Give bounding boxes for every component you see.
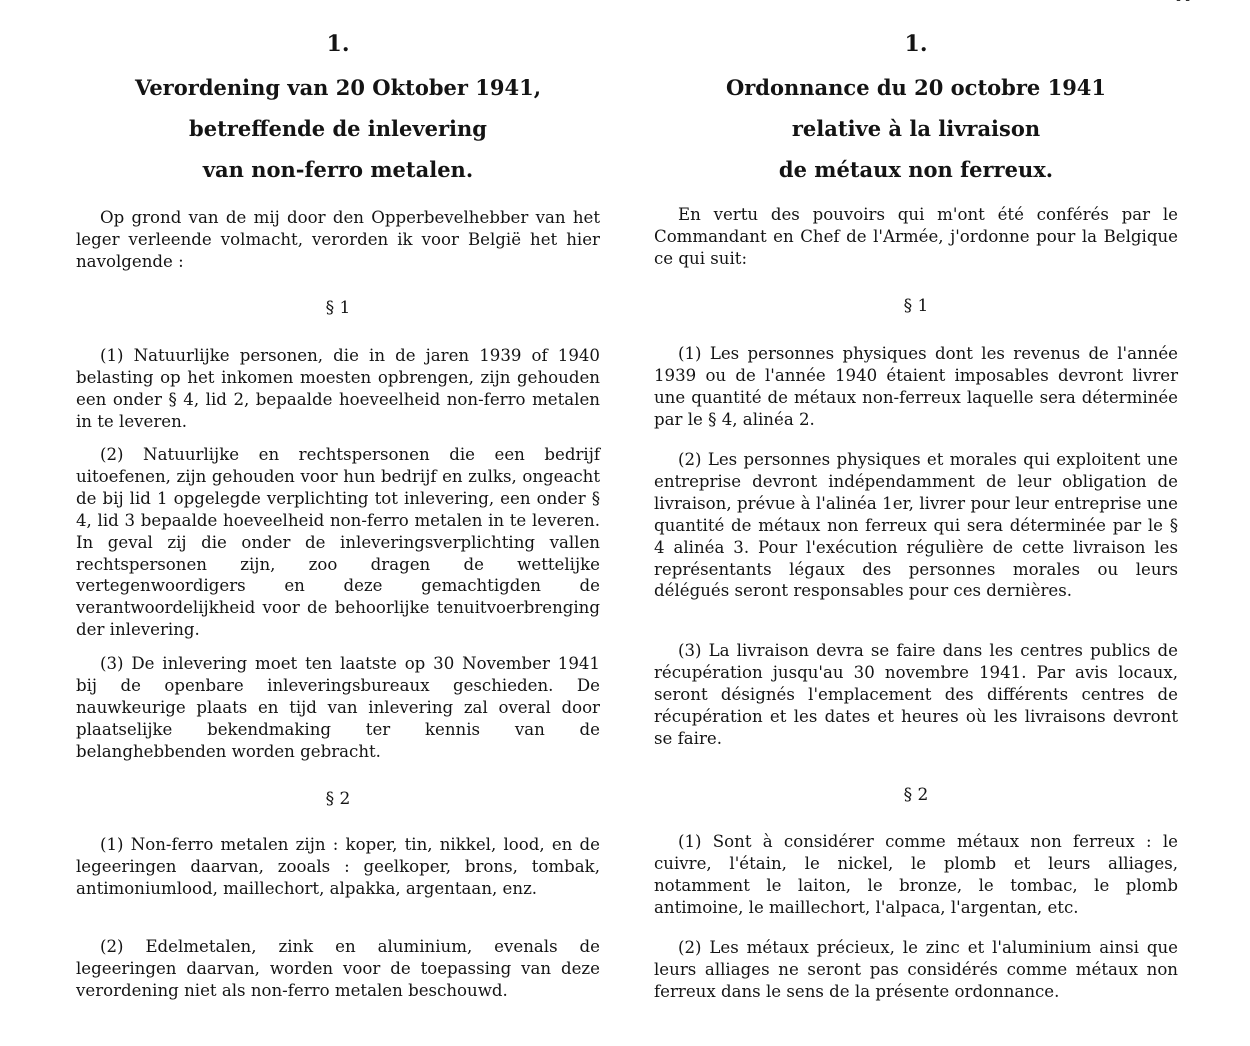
section-2-heading: § 2 [903, 785, 929, 805]
section-2-paragraph-2: (2) Edelmetalen, zink en aluminium, evenals de legeeringen daarvan, worden voor de toepassing van deze verordening niet als non-ferro metalen beschouwd. [76, 937, 600, 1000]
title-line-3: de métaux non ferreux. [778, 157, 1054, 182]
section-1-heading: § 1 [903, 296, 929, 316]
title-line-3: van non-ferro metalen. [202, 157, 474, 182]
title-line-2: betreffende de inlevering [189, 116, 487, 141]
title-line-1: Ordonnance du 20 octobre 1941 [725, 75, 1107, 100]
article-number: 1. [326, 31, 350, 57]
section-1-paragraph-3: (3) La livraison devra se faire dans les centres publics de récupération jusqu'au 30 novembre 1941. Par avis locaux, seront désignés l'emplacement des différents centres de récupération et les dates et heures où les livraisons devront se faire. [654, 641, 1178, 748]
section-2-paragraph-2: (2) Les métaux précieux, le zinc et l'aluminium ainsi que leurs alliages ne seront pas considérés comme métaux non ferreux dans le sens de la présente ordonnance. [654, 938, 1178, 1001]
section-2-heading: § 2 [325, 789, 351, 809]
intro-paragraph: Op grond van de mij door den Opperbevelhebber van het leger verleende volmacht, verorden ik voor België het hier navolgende : [76, 208, 600, 271]
section-2-paragraph-1: (1) Sont à considérer comme métaux non ferreux : le cuivre, l'étain, le nickel, le plomb et leurs alliages, notamment le laiton, le bronze, le tombac, le plomb antimoine, le maillechort, l'alpaca, l'argentan, etc. [654, 832, 1178, 917]
title-line-2: relative à la livraison [791, 116, 1041, 141]
section-2-paragraph-1: (1) Non-ferro metalen zijn : koper, tin, nikkel, lood, en de legeeringen daarvan, zooals : geelkoper, brons, tombak, antimoniumlood, maillechort, alpakka, argentaan, enz. [76, 835, 600, 898]
section-1-paragraph-1: (1) Les personnes physiques dont les revenus de l'année 1939 ou de l'année 1940 étaient imposables devront livrer une quantité de métaux non-ferreux laquelle sera déterminée par le § 4, alinéa 2. [654, 344, 1178, 429]
title-line-1: Verordening van 20 Oktober 1941, [134, 75, 542, 100]
section-1-heading: § 1 [325, 298, 351, 318]
section-1-paragraph-2: (2) Natuurlijke en rechtspersonen die een bedrijf uitoefenen, zijn gehouden voor hun bedrijf en zulks, ongeacht de bij lid 1 opgelegde verplichting tot inlevering, een onder § 4, lid 3 bepaalde hoeveelheid non-ferro metalen in te leveren. In geval zij die onder de inleveringsverplichting vallen rechtspersonen zijn, zoo dragen de wettelijke vertegenwoordigers en deze gemachtigden de verantwoordelijkheid voor de behoorlijke tenuitvoerbrenging der inlevering. [76, 445, 600, 640]
page-corner-mark: - - [1176, 0, 1190, 8]
section-1-paragraph-3: (3) De inlevering moet ten laatste op 30 November 1941 bij de openbare inleveringsbureaux geschieden. De nauwkeurige plaats en tijd van inlevering zal overal door plaatselijke bekendmaking ter kennis van de belanghebbenden worden gebracht. [76, 654, 600, 761]
section-1-paragraph-2: (2) Les personnes physiques et morales qui exploitent une entreprise devront indépendamment de leur obligation de livraison, prévue à l'alinéa 1er, livrer pour leur entreprise une quantité de métaux non ferreux qui sera déterminée par le § 4 alinéa 3. Pour l'exécution régulière de cette livraison les représentants légaux des personnes morales ou leurs délégués seront responsables pour ces dernières. [654, 450, 1178, 601]
article-number: 1. [904, 31, 928, 57]
intro-paragraph: En vertu des pouvoirs qui m'ont été conférés par le Commandant en Chef de l'Armée, j'ordonne pour la Belgique ce qui suit: [654, 205, 1178, 268]
section-1-paragraph-1: (1) Natuurlijke personen, die in de jaren 1939 of 1940 belasting op het inkomen moesten opbrengen, zijn gehouden een onder § 4, lid 2, bepaalde hoeveelheid non-ferro metalen in te leveren. [76, 346, 600, 431]
